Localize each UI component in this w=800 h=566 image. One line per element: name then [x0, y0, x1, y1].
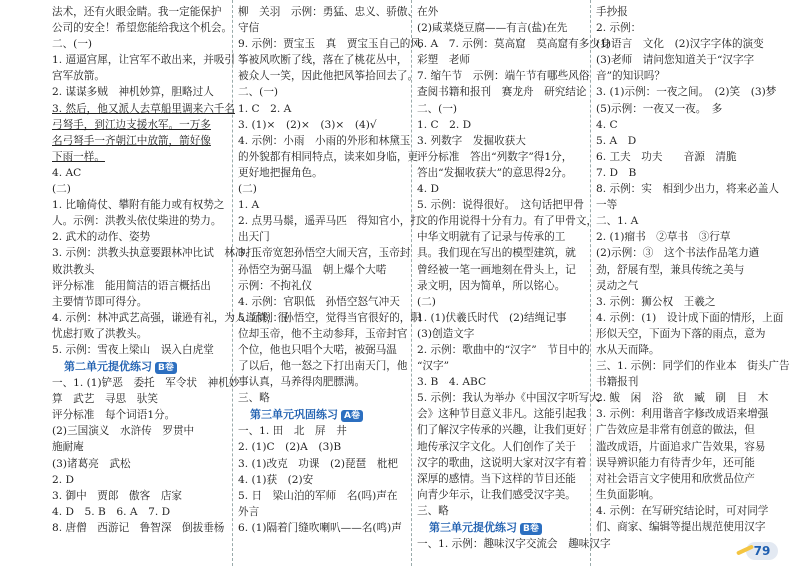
answer-line: 向青少年示，让我们感受汉字美。: [417, 488, 576, 501]
answer-line: 1. 比喻倚仗、攀附有能力或有权势之: [52, 199, 225, 212]
column-divider: [232, 0, 233, 566]
answer-line: 的外貌都有相同特点，读来如身临，更: [238, 150, 419, 163]
answer-line: 5. 示例：说得很好。 这句话把甲骨: [417, 199, 585, 212]
answer-line: 三、略: [417, 504, 449, 517]
answer-line: 三、略: [238, 392, 270, 405]
answer-line: 1. C 2. A: [238, 102, 292, 115]
answer-line: 1. (1)伏羲氏时代 (2)结绳记事: [417, 311, 567, 324]
answer-line: 3. 示例：利用谐音字修改成语来增强: [596, 408, 769, 421]
answer-line: 二、(一): [417, 102, 458, 115]
answer-line: 5. A D: [596, 134, 637, 147]
answer-line: 弓弩手，到江边支援水军。一万多: [52, 118, 211, 131]
answer-line: 8. 唐僧 西游记 鲁智深 倒拔垂杨: [52, 521, 225, 534]
answer-line: 二、1. A: [596, 215, 639, 228]
answer-line: 更好地把握角色。: [238, 166, 323, 179]
section-title-text: 第二单元提优练习: [64, 360, 152, 374]
answer-line: 评分标准 每个词语1分。: [52, 409, 176, 422]
answer-line: “汉字”: [417, 360, 450, 373]
page-number: 79: [746, 542, 778, 560]
answer-line: 4. 示例：小雨 小雨的外形和林黛玉: [238, 134, 411, 147]
answer-line: 2. 示例：: [596, 22, 642, 35]
answer-line: (二): [238, 183, 257, 196]
answer-line: 汉字的歌曲，这说明大家对汉字有着: [417, 456, 587, 469]
answer-line: 3. 列数字 发掘收获大: [417, 134, 526, 147]
answer-line: 灵动之气: [596, 279, 639, 292]
column-divider: [411, 0, 412, 566]
answer-line: 一、1. 田 北 屏 井: [238, 425, 347, 438]
answer-line: 5. 示例：雪夜上梁山 误入白虎堂: [52, 343, 214, 356]
answer-line: 6. A 7. 示例：莫高窟 莫高窟有多少身: [417, 38, 611, 51]
answer-line: 3. 然后，他又派人去草船里调来六千名: [52, 102, 235, 115]
answer-line: 名弓弩手一齐朝江中放箭，箭好像: [52, 134, 211, 147]
answer-line: 下雨一样。: [52, 150, 105, 163]
answer-line: 地传承汉字文化。人们创作了关于: [417, 440, 576, 453]
answer-line: 们、商家、编辑等提出规范使用汉字: [596, 521, 766, 533]
answer-line: 2. 点男马鬃，遥弄马匹 得知官小，打: [238, 215, 421, 228]
answer-line: 彩塑 老师: [417, 54, 470, 67]
answer-line: 7. 缩午节 示例：端午节有哪些风俗: [417, 70, 590, 83]
answer-line: 2. (1)瘤书 ②草书 ③行草: [596, 231, 731, 244]
answer-line: 3. (1)× (2)× (3)× (4)√: [238, 118, 377, 131]
answer-line: 4. D: [417, 183, 439, 196]
answer-line: 人。示例：洪教头依仗柴进的势力。: [52, 215, 222, 228]
answer-line: 评分标准 能用简洁的语言概括出: [52, 279, 211, 292]
answer-line: 外言: [238, 505, 260, 518]
answer-line: 4. C: [596, 118, 618, 131]
answer-line: 误导辨识能力有待青少年，还可能: [596, 456, 755, 469]
answer-column-2: [238, 4, 421, 536]
answer-line: 文的作用说得十分有力。有了甲骨文，: [417, 215, 598, 228]
answer-line: 具。我们现在写出的模型建筑，就: [417, 247, 576, 260]
answer-line: 们了解汉字传承的兴趣，让我们更好: [417, 424, 587, 437]
answer-line: (二): [417, 295, 436, 308]
answer-line: 二、(一): [238, 86, 279, 99]
answer-line: 3. 示例：狮公权 王羲之: [596, 295, 716, 308]
answer-line: 答出“发掘收获大”的意思得2分。: [417, 166, 573, 179]
answer-line: (2)咸菜烧豆腐——有言(盐)在先: [417, 22, 568, 35]
answer-line: 筝被风吹断了线，落在了桃花丛中，: [238, 54, 408, 67]
section-title: [238, 406, 406, 423]
answer-line: (1)语言 文化 (2)汉字字体的演变: [596, 38, 764, 51]
answer-line: 施耐庵: [52, 441, 84, 454]
answer-line: 4. 示例：林冲武艺高强，谦逊有礼，为人谨慎，很: [52, 311, 288, 324]
answer-line: 5. 日 梁山泊的军师 名(吗)声在: [238, 489, 398, 502]
answer-line: 被众人一笑，因此他把风筝拾回去了。: [238, 70, 419, 83]
answer-line: 守信: [238, 22, 260, 35]
answer-line: 在外: [417, 6, 439, 18]
answer-line: 深厚的感情。当下这样的节目还能: [417, 472, 576, 485]
section-title: [52, 358, 222, 375]
answer-line: 出天门: [238, 231, 270, 244]
answer-line: 4. D 5. B 6. A 7. D: [52, 505, 171, 518]
answer-line: 3. 玉帝宽恕孙悟空大闹天宫，玉帝封: [238, 247, 411, 260]
answer-line: 广告效应是非常有创意的做法，但: [596, 424, 755, 437]
answer-line: 5. 示例：我认为举办《中国汉字听写大: [417, 392, 600, 405]
section-level-badge: B卷: [155, 362, 177, 374]
answer-line: 个位，他也只唱个大喏，被弼马温: [238, 343, 397, 356]
answer-line: 示例：不拘礼仪: [238, 279, 313, 292]
answer-line: 评分标准 答出“列数字”得1分，: [417, 150, 573, 163]
answer-line: 算 武艺 寻思 驮笑: [52, 393, 158, 406]
section-level-badge: B卷: [520, 523, 542, 535]
section-level-badge: A卷: [341, 410, 363, 422]
answer-line: 公司的安全！希望您能给我这个机会。: [52, 22, 233, 35]
answer-line: 录文明，因为简单，所以铭心。: [417, 279, 566, 292]
answer-line: 5. 示例：孙悟空，觉得当官很好的，职: [238, 311, 421, 324]
answer-line: 孙悟空为弼马温 朝上爆个大喏: [238, 263, 387, 276]
answer-line: 9. 示例：贾宝玉 真 贾宝玉自己的风: [238, 38, 421, 51]
answer-line: 柳 关羽 示例：勇猛、忠义、骄傲、: [238, 6, 419, 18]
answer-line: 主要情节即可得分。: [52, 295, 148, 308]
answer-line: 6. 工夫 功夫 音源 清脆: [596, 150, 737, 163]
section-title: [417, 519, 585, 536]
answer-line: 法术，还有火眼金睛。我一定能保护: [52, 6, 222, 18]
answer-line: 书籍报刊: [596, 376, 639, 389]
answer-line: 形似天空，下面为下落的雨点，意为: [596, 327, 766, 340]
answer-line: 事认真，马养得肉肥膘满。: [238, 376, 366, 389]
answer-line: 4. AC: [52, 166, 82, 179]
answer-line: (2)示例：③ 这个书法作品笔力遒: [596, 247, 760, 260]
answer-line: 7. D B: [596, 166, 637, 179]
answer-line: 2. 谋谋多贼 神机妙算，胆略过人: [52, 86, 214, 99]
answer-line: 中华文明就有了记录与传承的工: [417, 231, 566, 244]
answer-line: 4. 示例：(1) 设计成下面的情形，上面: [596, 311, 784, 324]
answer-column-4: [596, 4, 790, 535]
answer-line: 三、1. 示例：同学们的作业本 街头广告: [596, 360, 790, 373]
column-divider: [590, 0, 591, 566]
answer-line: 了以后，他一怒之下打出南天门，他: [238, 360, 408, 373]
answer-line: 2. 武术的动作、姿势: [52, 231, 151, 244]
answer-line: 2. 鲅 闲 浴 欲 臧 刷 目 木: [596, 392, 769, 405]
section-title-text: 第三单元巩固练习: [250, 408, 338, 422]
answer-line: 4. 示例：官职低 孙悟空怒气冲天: [238, 295, 400, 308]
answer-line: 会》这种节目意义非凡。这能引起我: [417, 408, 587, 421]
answer-line: 生负面影响。: [596, 488, 660, 501]
answer-line: 1. 逼逼宫犀，让宫军不敢出来，并吸引: [52, 54, 235, 67]
answer-line: 3. 御中 贾郎 傲客 店家: [52, 489, 183, 502]
answer-line: 位却玉帝，他不主动参拜，玉帝封官: [238, 327, 408, 340]
answer-line: 败洪教头: [52, 263, 95, 276]
section-title-text: 第三单元提优练习: [429, 521, 517, 534]
answer-line: 二、(一): [52, 38, 93, 51]
answer-line: 3. (1)改克 功课 (2)琵琶 枇杷: [238, 457, 399, 470]
answer-line: 一、1. 示例：趣味汉字交流会 趣味汉字: [417, 538, 611, 550]
answer-line: (5)示例：一夜又一夜。 多: [596, 102, 723, 115]
answer-line: 劲，舒展有型，兼具传统之美与: [596, 263, 745, 276]
answer-line: 一等: [596, 199, 618, 212]
answer-line: 2. 示例：歌曲中的“汉字” 节目中的: [417, 343, 590, 356]
answer-line: 音”的知识吗？: [596, 70, 665, 83]
answer-line: 水从天而降。: [596, 343, 660, 356]
answer-line: 3. 示例：洪教头执意要跟林冲比试 林冲打: [52, 247, 257, 260]
answer-line: 手抄报: [596, 6, 628, 18]
answer-line: (3)创造文字: [417, 327, 475, 340]
answer-line: 滥改成语，片面追求广告效果，容易: [596, 440, 766, 453]
answer-line: 2. (1)C (2)A (3)B: [238, 441, 342, 454]
answer-line: 4. (1)获 (2)安: [238, 473, 314, 486]
answer-line: (二): [52, 183, 71, 196]
answer-line: 忧虑打败了洪教头。: [52, 327, 148, 340]
answer-line: 1. A: [238, 199, 260, 212]
answer-line: 一、1. (1)铲恶 委托 军令状 神机妙: [52, 377, 240, 390]
answer-line: 6. (1)隔着门缝吹喇叭——名(鸣)声: [238, 521, 402, 534]
answer-line: 对社会语言文字使用和欣赏品位产: [596, 472, 755, 485]
answer-line: (2)三国演义 水浒传 罗贯中: [52, 425, 195, 438]
answer-line: 2. D: [52, 473, 74, 486]
answer-line: (3)老师 请问您知道关于“汉字字: [596, 54, 755, 67]
answer-line: (3)诸葛亮 武松: [52, 457, 131, 470]
answer-line: 1. C 2. D: [417, 118, 472, 131]
answer-line: 宫军放箭。: [52, 70, 105, 83]
answer-line: 4. 示例：在写研究结论时，可对同学: [596, 504, 769, 517]
answer-line: 查阅书籍和报刊 赛龙舟 研究结论: [417, 86, 587, 99]
answer-line: 8. 示例：实 相到少出力，将来必盖人: [596, 183, 779, 196]
answer-line: 曾经被一笔一画地刻在骨头上，记: [417, 263, 576, 276]
answer-line: 3. (1)示例：一夜之间。 (2)笑 (3)梦: [596, 86, 777, 99]
answer-line: 3. B 4. ABC: [417, 376, 487, 389]
